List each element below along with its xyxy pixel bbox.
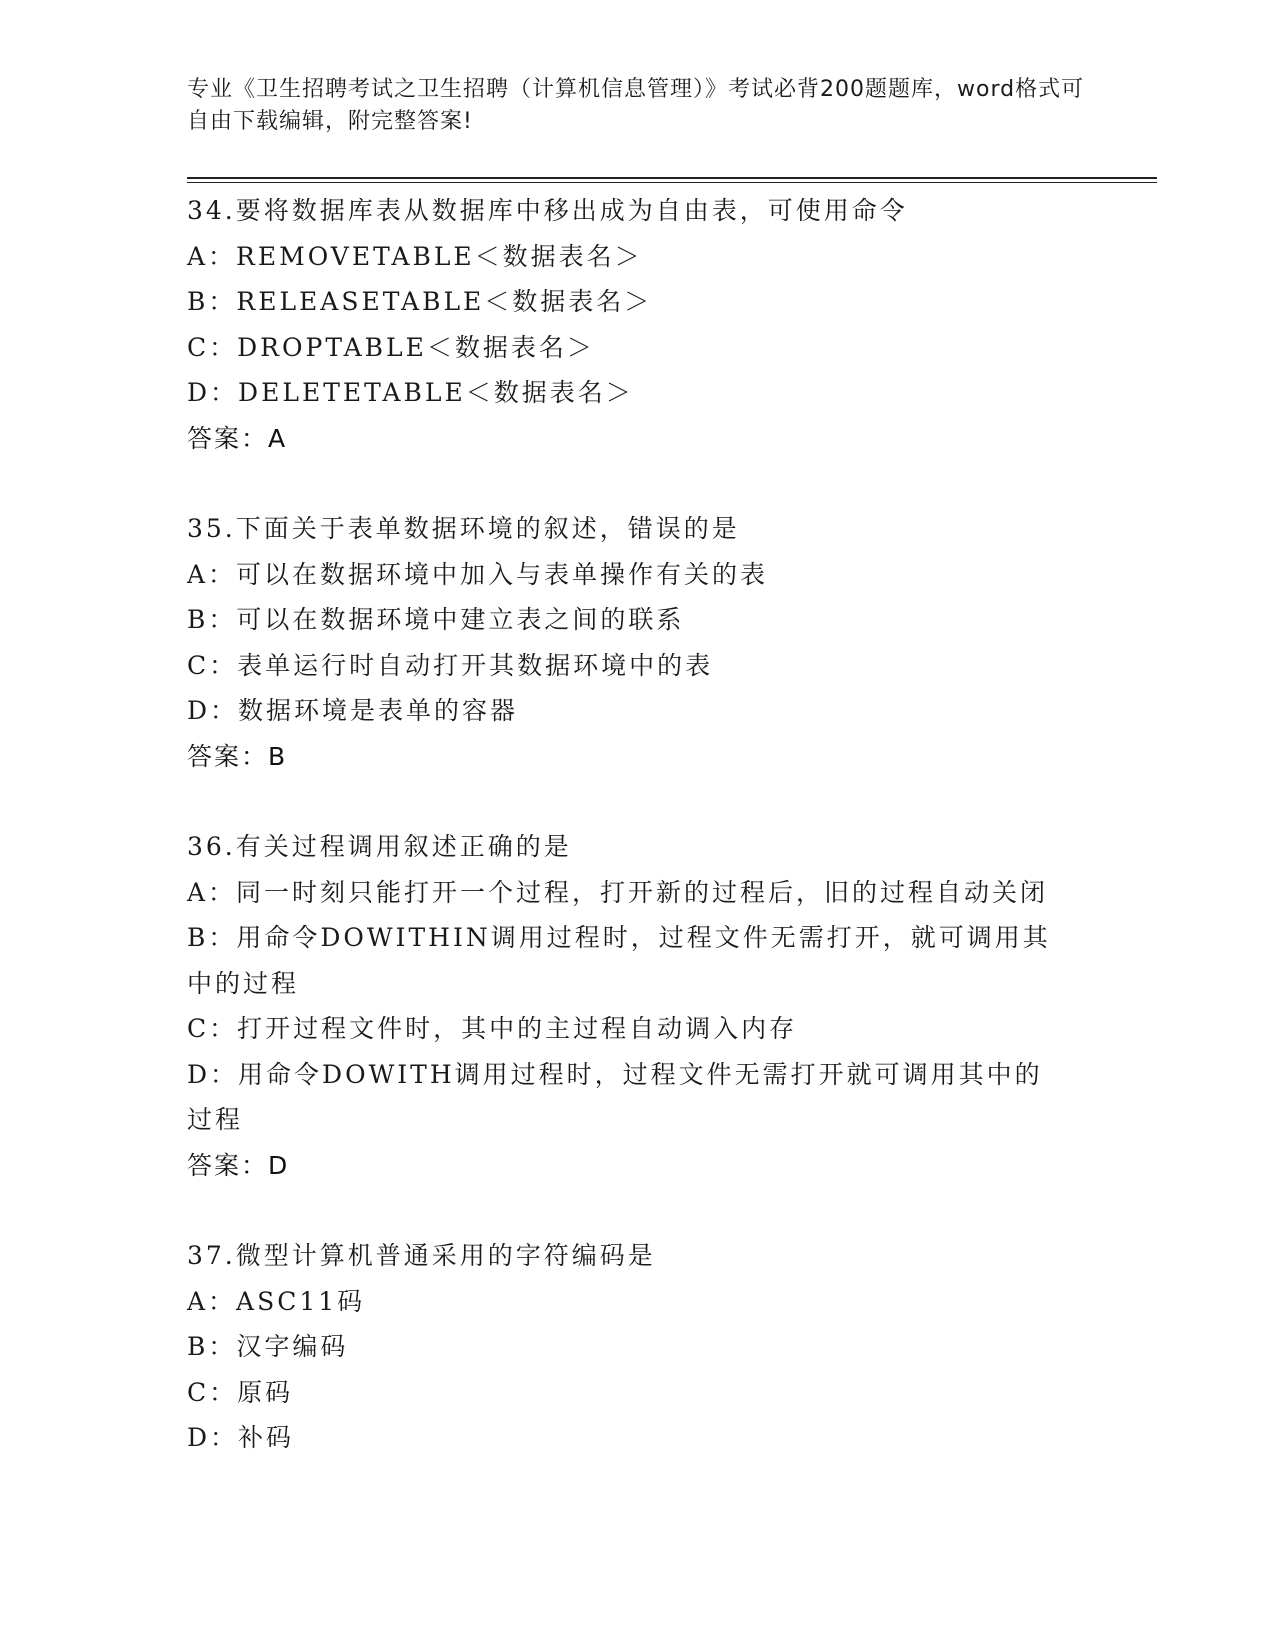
option-a: A：ASC11码 — [187, 1286, 366, 1316]
answer-label: 答案：A — [187, 423, 288, 453]
question-35 — [187, 506, 1067, 779]
header-rule-thin — [187, 182, 1157, 183]
answer-label: 答案：D — [187, 1150, 290, 1180]
option-d: D：补码 — [187, 1423, 295, 1452]
option-d: D：DELETETABLE＜数据表名＞ — [187, 378, 634, 407]
option-a: A：同一时刻只能打开一个过程，打开新的过程后，旧的过程自动关闭 — [187, 877, 1049, 907]
option-d: D：用命令DOWITH调用过程时，过程文件无需打开就可调用其中的过程 — [187, 1059, 1043, 1134]
option-c: C：表单运行时自动打开其数据环境中的表 — [187, 650, 714, 680]
option-c: C：打开过程文件时，其中的主过程自动调入内存 — [187, 1014, 798, 1043]
option-b: B：汉字编码 — [187, 1332, 349, 1361]
option-b: B：可以在数据环境中建立表之间的联系 — [187, 605, 685, 634]
option-d: D：数据环境是表单的容器 — [187, 696, 519, 725]
option-a: A：REMOVETABLE＜数据表名＞ — [187, 241, 643, 271]
question-37 — [187, 1233, 1067, 1461]
option-a: A：可以在数据环境中加入与表单操作有关的表 — [187, 559, 769, 589]
option-b: B：用命令DOWITHIN调用过程时，过程文件无需打开，就可调用其中的过程 — [187, 923, 1051, 998]
document-header: 专业《卫生招聘考试之卫生招聘（计算机信息管理）》考试必背200题题库，word格式可自由下载编辑，附完整答案! — [187, 77, 1085, 134]
option-b: B：RELEASETABLE＜数据表名＞ — [187, 287, 653, 316]
option-c: C：DROPTABLE＜数据表名＞ — [187, 332, 595, 362]
question-stem: 37.微型计算机普通采用的字符编码是 — [187, 1241, 656, 1270]
answer-label: 答案：B — [187, 741, 288, 771]
question-34 — [187, 188, 1067, 461]
question-list — [187, 188, 1067, 1506]
question-36 — [187, 824, 1067, 1188]
question-stem: 34.要将数据库表从数据库中移出成为自由表，可使用命令 — [187, 196, 908, 225]
header-rule-thick — [187, 177, 1157, 179]
option-c: C：原码 — [187, 1377, 294, 1407]
question-stem: 36.有关过程调用叙述正确的是 — [187, 832, 572, 861]
question-stem: 35.下面关于表单数据环境的叙述，错误的是 — [187, 514, 740, 543]
